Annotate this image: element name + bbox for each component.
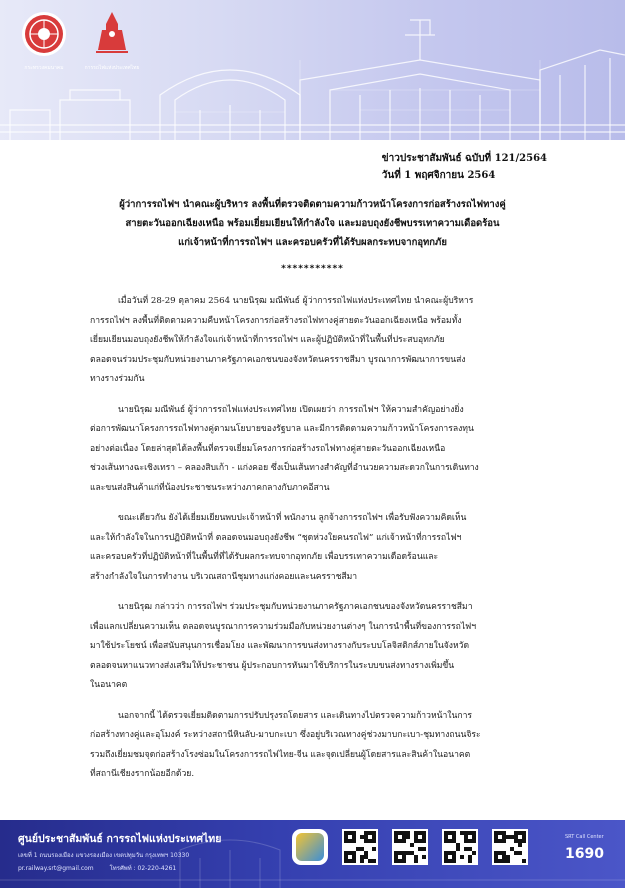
paragraph xyxy=(90,707,550,785)
ministry-seal-icon xyxy=(20,10,68,58)
text-line: รวมถึงเยี่ยมชมจุดก่อสร้างโรงซ่อมในโครงการรถไฟไทย-จีน และจุดเปลี่ยนผู้โดยสารและสินค้าในอนาคต xyxy=(90,749,471,760)
headline-line: สายตะวันออกเฉียงเหนือ พร้อมเยี่ยมเยียนให้กำลังใจ และมอบถุงยังชีพบรรเทาความเดือดร้อน xyxy=(125,218,500,229)
srt-emblem-icon xyxy=(88,10,136,58)
qr-code-icon[interactable] xyxy=(442,829,478,865)
text-line: ขณะเดียวกัน ยังได้เยี่ยมเยียนพบปะเจ้าหน้าที่ พนักงาน ลูกจ้างการรถไฟฯ เพื่อรับฟังความคิดเห็น xyxy=(118,513,467,523)
headline-line: ผู้ว่าการรถไฟฯ นำคณะผู้บริหาร ลงพื้นที่ตรวจติดตามความก้าวหน้าโครงการก่อสร้างรถไฟทางคู่ xyxy=(119,199,506,210)
text-line: ช่วงเส้นทางฉะเชิงเทรา – คลองสิบเก้า - แก่งคอย ซึ่งเป็นเส้นทางสำคัญที่อำนวยความสะดวกในการเดินทาง xyxy=(90,463,479,473)
release-date: วันที่ 1 พฤศจิกายน 2564 xyxy=(381,170,496,181)
qr-code-icon[interactable] xyxy=(342,829,378,865)
text-line: สร้างกำลังใจในการทำงาน บริเวณสถานีชุมทางแก่งคอยและนครราชสีมา xyxy=(90,571,358,582)
email-link[interactable]: pr.railway.srt@gmail.com xyxy=(18,865,94,872)
pr-center-name: ศูนย์ประชาสัมพันธ์ การรถไฟแห่งประเทศไทย xyxy=(18,833,222,845)
text-line: เมื่อวันที่ 28-29 ตุลาคม 2564 นายนิรุฒ มณีพันธ์ ผู้ว่าการรถไฟแห่งประเทศไทย นำคณะผู้บริหาร xyxy=(118,296,474,306)
ministry-caption: กระทรวงคมนาคม xyxy=(24,65,64,71)
text-line: และขนส่งสินค้าแก่ที่น้องประชาชนระหว่างภาคกลางกับภาคอีสาน xyxy=(90,482,330,493)
paragraph xyxy=(90,401,550,499)
paragraph xyxy=(90,509,550,587)
footer xyxy=(0,820,625,888)
text-line: การรถไฟฯ ลงพื้นที่ติดตามความคืบหน้าโครงการก่อสร้างรถไฟทางคู่สายตะวันออกเฉียงเหนือ พร้อมทั้ง xyxy=(90,315,462,326)
text-line: และครอบครัวที่ปฏิบัติหน้าที่ในพื้นที่ที่ได้รับผลกระทบจากอุทกภัย เพื่อบรรเทาความเดือดร้อนและ xyxy=(90,552,439,562)
release-number: ข่าวประชาสัมพันธ์ ฉบับที่ 121/2564 xyxy=(381,153,547,164)
phone-text: โทรศัพท์ : 02-220-4261 xyxy=(109,865,177,872)
srt-logo xyxy=(82,10,142,72)
headline xyxy=(64,195,561,252)
text-line: ในอนาคต xyxy=(90,680,128,690)
text-line: และให้กำลังใจในการปฏิบัติหน้าที่ ตลอดจนมอบถุงยังชีพ “ชุดห่วงใยคนรถไฟ” แก่เจ้าหน้าที่การรถไฟฯ xyxy=(90,532,462,543)
ministry-logo xyxy=(18,10,70,72)
text-line: เพื่อแลกเปลี่ยนความเห็น ตลอดจนบูรณาการความร่วมมือกับหน่วยงานต่างๆ ในการนำพื้นที่ของการรถไฟฯ xyxy=(90,621,477,632)
qr-code-icon[interactable] xyxy=(392,829,428,865)
text-line: ต่อการพัฒนาโครงการรถไฟทางคู่ตามนโยบายของรัฐบาล และมีการติดตามความก้าวหน้าโครงการลงทุน xyxy=(90,424,474,434)
text-line: เยี่ยมเยียนมอบถุงยังชีพให้กำลังใจแก่เจ้าหน้าที่การรถไฟฯ และผู้ปฏิบัติหน้าที่ในพื้นที่ประสบอุทกภัย xyxy=(90,335,445,345)
text-line: อย่างต่อเนื่อง โดยล่าสุดได้ลงพื้นที่ตรวจเยี่ยมโครงการก่อสร้างรถไฟทางคู่สายตะวันออกเฉียงเหนือ xyxy=(90,443,446,454)
press-meta xyxy=(382,150,547,184)
paragraph xyxy=(90,292,550,390)
text-line: นายนิรุฒ มณีพันธ์ ผู้ว่าการรถไฟแห่งประเทศไทย เปิดเผยว่า การรถไฟฯ ให้ความสำคัญอย่างยิ่ง xyxy=(118,404,464,415)
text-line: มาใช้ประโยชน์ เพื่อสนับสนุนการเชื่อมโยง และพัฒนาการขนส่งทางรางกับระบบโลจิสติกส์ภายในจังหวัด xyxy=(90,641,470,651)
headline-line: แก่เจ้าหน้าที่การรถไฟฯ และครอบครัวที่ได้รับผลกระทบจากอุทกภัย xyxy=(178,237,447,248)
body-text xyxy=(90,292,550,796)
call-center-number: 1690 xyxy=(565,846,604,862)
text-line: ทางรางร่วมกัน xyxy=(90,374,145,384)
text-line: ตลอดจนหาแนวทางส่งเสริมให้ประชาชน ผู้ประกอบการหันมาใช้บริการในระบบขนส่งทางรางเพิ่มขึ้น xyxy=(90,660,455,671)
address: เลขที่ 1 ถนนรองเมือง แขวงรองเมือง เขตปทุมวัน กรุงเทพฯ 10330 xyxy=(18,852,190,859)
text-line: ตลอดจนร่วมประชุมกับหน่วยงานภาครัฐภาคเอกชนของจังหวัดนครราชสีมา บูรณาการพัฒนาการขนส่ง xyxy=(90,354,466,365)
text-line: ก่อสร้างทางคู่และอุโมงค์ ระหว่างสถานีหินลับ-มาบกะเบา ซึ่งอยู่บริเวณทางคู่ช่วงมาบกะเบา-ชุมทางถนนจิระ xyxy=(90,730,481,740)
call-center[interactable] xyxy=(565,834,604,862)
srt-app-icon[interactable] xyxy=(292,829,328,865)
text-line: ที่สถานีเชียงรากน้อยอีกด้วย. xyxy=(90,769,195,779)
text-line: นอกจากนี้ ได้ตรวจเยี่ยมติดตามการปรับปรุงรถโดยสาร และเดินทางไปตรวจความก้าวหน้าในการ xyxy=(118,710,473,721)
text-line: นายนิรุฒ กล่าวว่า การรถไฟฯ ร่วมประชุมกับหน่วยงานภาครัฐภาคเอกชนของจังหวัดนครราชสีมา xyxy=(118,602,473,612)
separator-stars: *********** xyxy=(281,264,344,274)
srt-caption: การรถไฟแห่งประเทศไทย xyxy=(84,65,140,71)
qr-code-icon[interactable] xyxy=(492,829,528,865)
contact-line xyxy=(18,863,190,873)
call-center-label: SRT Call Center xyxy=(565,834,604,840)
header-banner xyxy=(0,0,625,140)
paragraph xyxy=(90,598,550,696)
